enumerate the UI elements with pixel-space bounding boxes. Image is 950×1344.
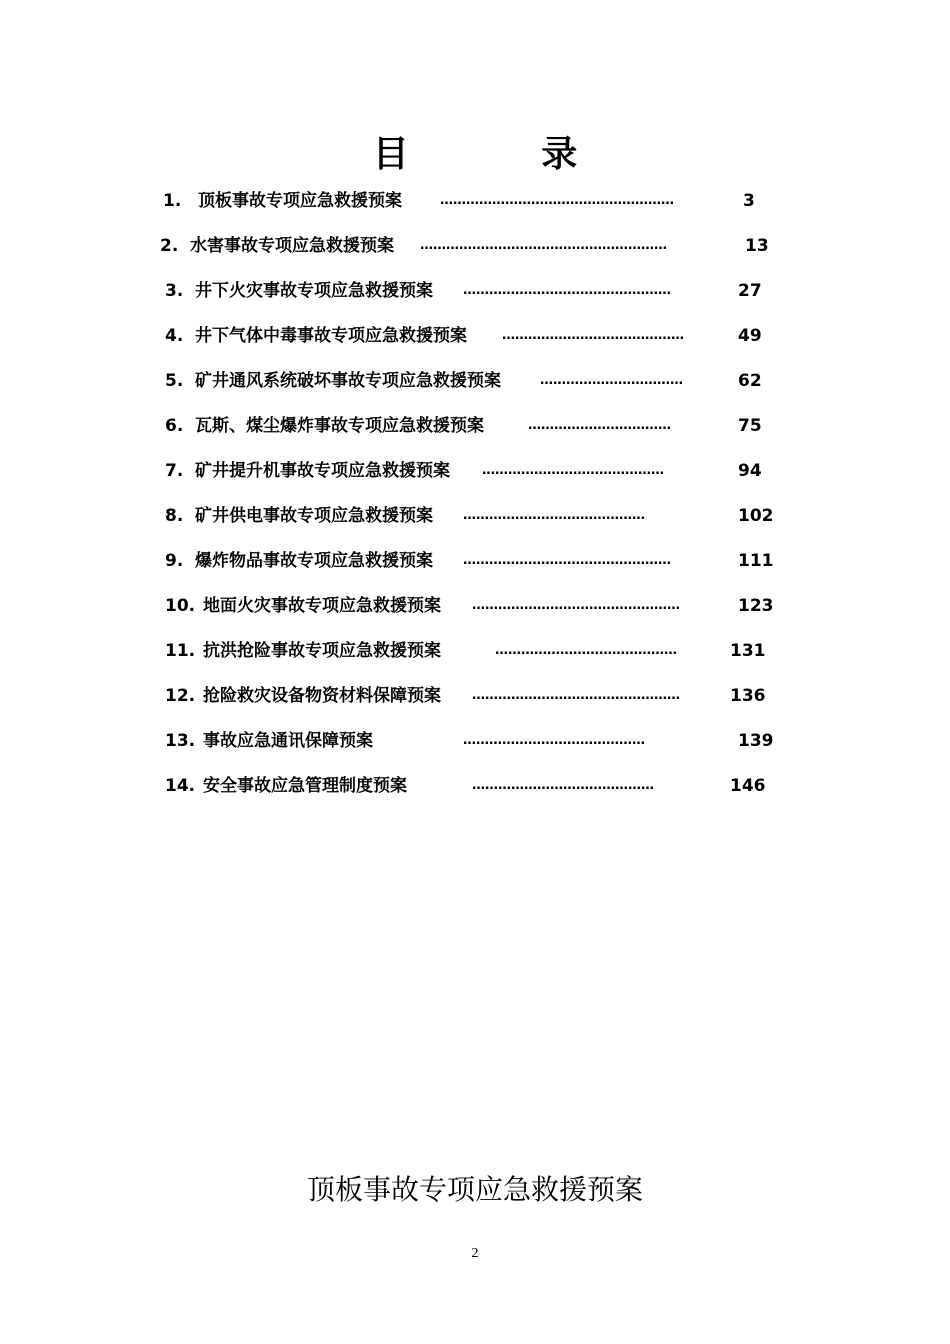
toc-entry-page: 3 [743, 191, 755, 211]
toc-entry-page: 146 [730, 776, 766, 796]
toc-entry-title: 矿井供电事故专项应急救援预案 [195, 506, 433, 526]
toc-entry-number: 8. [165, 506, 184, 526]
toc-entry[interactable] [0, 366, 950, 396]
toc-entry-number: 1. [163, 191, 182, 211]
toc-entry-number: 11. [165, 641, 196, 661]
toc-entry-number: 13. [165, 731, 196, 751]
toc-entry[interactable] [0, 591, 950, 621]
toc-entry-leader: ……………………………………………… [440, 193, 674, 208]
toc-entry-page: 27 [738, 281, 762, 301]
toc-entry-title: 井下气体中毒事故专项应急救援预案 [195, 326, 467, 346]
section-heading: 顶板事故专项应急救援预案 [306, 1173, 643, 1206]
toc-entry-title: 事故应急通讯保障预案 [203, 731, 373, 751]
toc-entry-number: 5. [165, 371, 184, 391]
toc-entry[interactable] [0, 546, 950, 576]
toc-entry-page: 123 [738, 596, 774, 616]
toc-entry-title: 安全事故应急管理制度预案 [203, 776, 407, 796]
toc-entry-number: 6. [165, 416, 184, 436]
toc-entry-title: 顶板事故专项应急救援预案 [198, 191, 402, 211]
toc-entry-title: 水害事故专项应急救援预案 [190, 236, 394, 256]
toc-entry[interactable] [0, 186, 950, 216]
toc-entry-leader: …………………………………… [482, 463, 664, 478]
toc-entry-leader: …………………………………… [472, 778, 654, 793]
toc-entry-title: 矿井通风系统破坏事故专项应急救援预案 [195, 371, 501, 391]
toc-entry[interactable] [0, 231, 950, 261]
toc-entry[interactable] [0, 456, 950, 486]
toc-entry-title: 瓦斯、煤尘爆炸事故专项应急救援预案 [195, 416, 484, 436]
toc-entry[interactable] [0, 636, 950, 666]
toc-entry[interactable] [0, 276, 950, 306]
toc-entry-number: 2. [160, 236, 179, 256]
toc-entry[interactable] [0, 501, 950, 531]
toc-entry-title: 地面火灾事故专项应急救援预案 [203, 596, 441, 616]
toc-entry-leader: …………………………… [528, 418, 671, 433]
toc-entry-number: 3. [165, 281, 184, 301]
toc-entry-leader: …………………………………… [463, 508, 645, 523]
toc-entry-number: 12. [165, 686, 196, 706]
toc-entry-page: 49 [738, 326, 762, 346]
toc-entry-title: 抗洪抢险事故专项应急救援预案 [203, 641, 441, 661]
toc-entry-leader: ………………………………………… [472, 688, 680, 703]
toc-entry[interactable] [0, 726, 950, 756]
toc-entry-page: 139 [738, 731, 774, 751]
toc-entry-title: 爆炸物品事故专项应急救援预案 [195, 551, 433, 571]
toc-entry[interactable] [0, 321, 950, 351]
toc-entry-page: 13 [745, 236, 769, 256]
toc-entry-leader: …………………………… [540, 373, 683, 388]
toc-entry-page: 62 [738, 371, 762, 391]
toc-entry[interactable] [0, 681, 950, 711]
toc-entry-page: 131 [730, 641, 766, 661]
toc-entry-title: 井下火灾事故专项应急救援预案 [195, 281, 433, 301]
toc-entry[interactable] [0, 411, 950, 441]
toc-entry-number: 9. [165, 551, 184, 571]
page-number: 2 [471, 1246, 479, 1261]
toc-entry-leader: …………………………………… [495, 643, 677, 658]
toc-entry-leader: ………………………………………… [463, 553, 671, 568]
toc-entry[interactable] [0, 771, 950, 801]
toc-entry-leader: ………………………………………… [472, 598, 680, 613]
toc-title: 目 录 [372, 134, 638, 175]
toc-entry-title: 抢险救灾设备物资材料保障预案 [203, 686, 441, 706]
toc-entry-number: 4. [165, 326, 184, 346]
toc-entry-leader: …………………………………… [502, 328, 684, 343]
toc-entry-number: 7. [165, 461, 184, 481]
toc-entry-page: 75 [738, 416, 762, 436]
toc-entry-number: 10. [165, 596, 196, 616]
toc-entry-number: 14. [165, 776, 196, 796]
toc-entry-page: 111 [738, 551, 774, 571]
toc-entry-leader: ………………………………………………… [420, 238, 667, 253]
toc-entry-leader: …………………………………… [463, 733, 645, 748]
toc-entry-leader: ………………………………………… [463, 283, 671, 298]
toc-entry-page: 102 [738, 506, 774, 526]
toc-entry-title: 矿井提升机事故专项应急救援预案 [195, 461, 450, 481]
toc-entry-page: 94 [738, 461, 762, 481]
toc-entry-page: 136 [730, 686, 766, 706]
